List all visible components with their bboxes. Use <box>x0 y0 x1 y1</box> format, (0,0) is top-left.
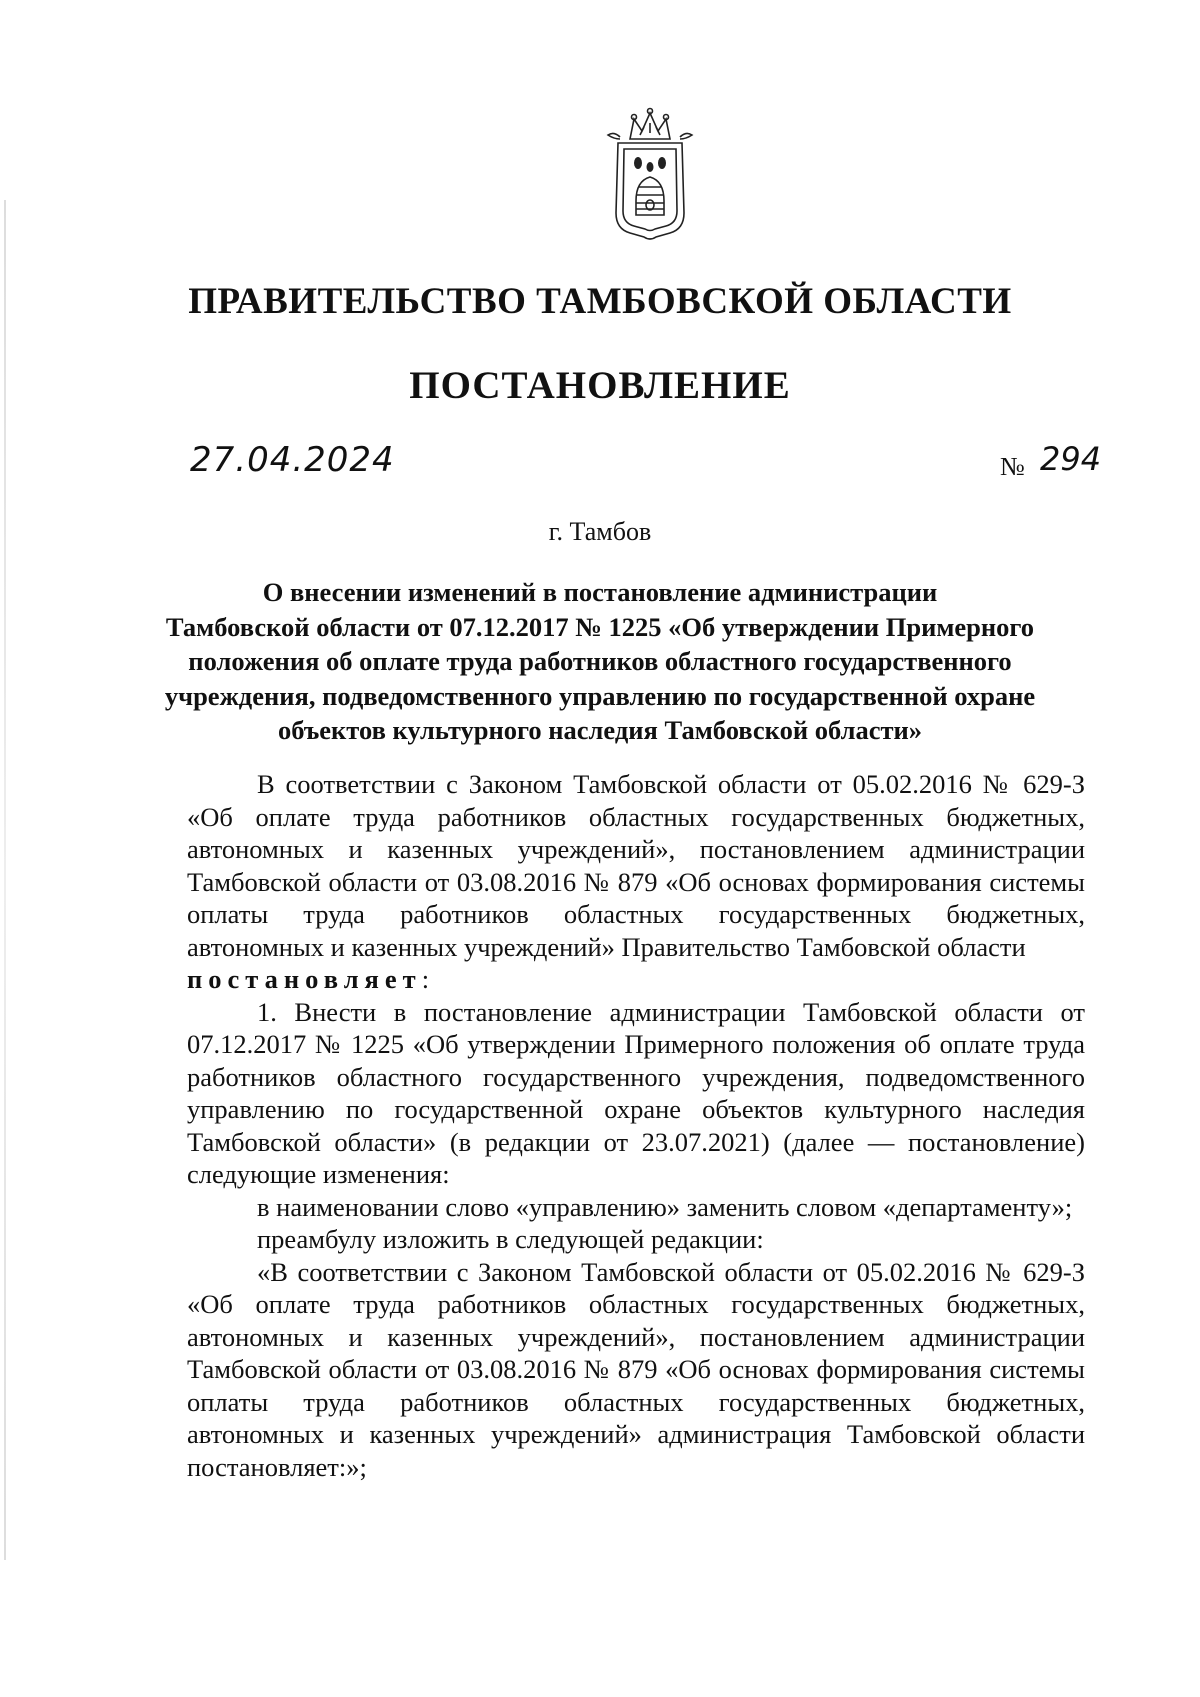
title-line: объектов культурного наследия Тамбовской области» <box>277 715 922 745</box>
document-type: ПОСТАНОВЛЕНИЕ <box>409 364 791 407</box>
document-number: 294 <box>1040 440 1102 478</box>
city-label: г. Тамбов <box>548 517 652 546</box>
title-line: Тамбовской области от 07.12.2017 № 1225 «Об утверждении Примерного <box>165 611 1035 642</box>
organization-name: ПРАВИТЕЛЬСТВО ТАМБОВСКОЙ ОБЛАСТИ <box>188 281 1012 322</box>
resolution-verb: постановляет <box>187 964 422 994</box>
new-preamble-paragraph: «В соответствии с Законом Тамбовской области от 05.02.2016 № 629-З «Об оплате труда работников областных государственных бюджетных, автономных и казенных учреждений», постановлением администрации Тамбовской области от 03.08.2016 № 879 «Об основах формирования системы оплаты труда работников областных государственных бюджетных, автономных и казенных учреждений» администрация Тамбовской области постановляет:»; <box>187 1256 1085 1482</box>
title-line: учреждения, подведомственного управлению по государственной охране <box>164 680 1036 711</box>
resolution-verb-colon: : <box>421 964 430 994</box>
title-line: положения об оплате труда работников областного государственного <box>188 646 1012 676</box>
resolution-verb-line <box>187 963 1085 996</box>
change-2-paragraph: преамбулу изложить в следующей редакции: <box>257 1224 764 1254</box>
document-title <box>160 575 1040 748</box>
preamble-paragraph: В соответствии с Законом Тамбовской области от 05.02.2016 № 629-З «Об оплате труда работников областных государственных бюджетных, автономных и казенных учреждений», постановлением администрации Тамбовской области от 03.08.2016 № 879 «Об основах формирования системы оплаты труда работников областных государственных бюджетных, автономных и казенных учреждений» Правительство Тамбовской области <box>187 769 1085 962</box>
change-1-paragraph: в наименовании слово «управлению» заменить словом «департаменту»; <box>257 1191 1073 1222</box>
coat-of-arms-emblem <box>600 105 700 245</box>
title-line: О внесении изменений в постановление администрации <box>262 577 938 607</box>
number-sign: № <box>1000 452 1025 481</box>
item-1-paragraph: 1. Внести в постановление администрации Тамбовской области от 07.12.2017 № 1225 «Об утверждении Примерного положения об оплате труда работников областного государственного учреждения, подведомственного управлению по государственной охране объектов культурного наследия Тамбовской области» (в редакции от 23.07.2021) (далее — постановление) следующие изменения: <box>187 996 1085 1189</box>
document-body <box>187 768 1085 1483</box>
document-date: 27.04.2024 <box>190 440 395 480</box>
